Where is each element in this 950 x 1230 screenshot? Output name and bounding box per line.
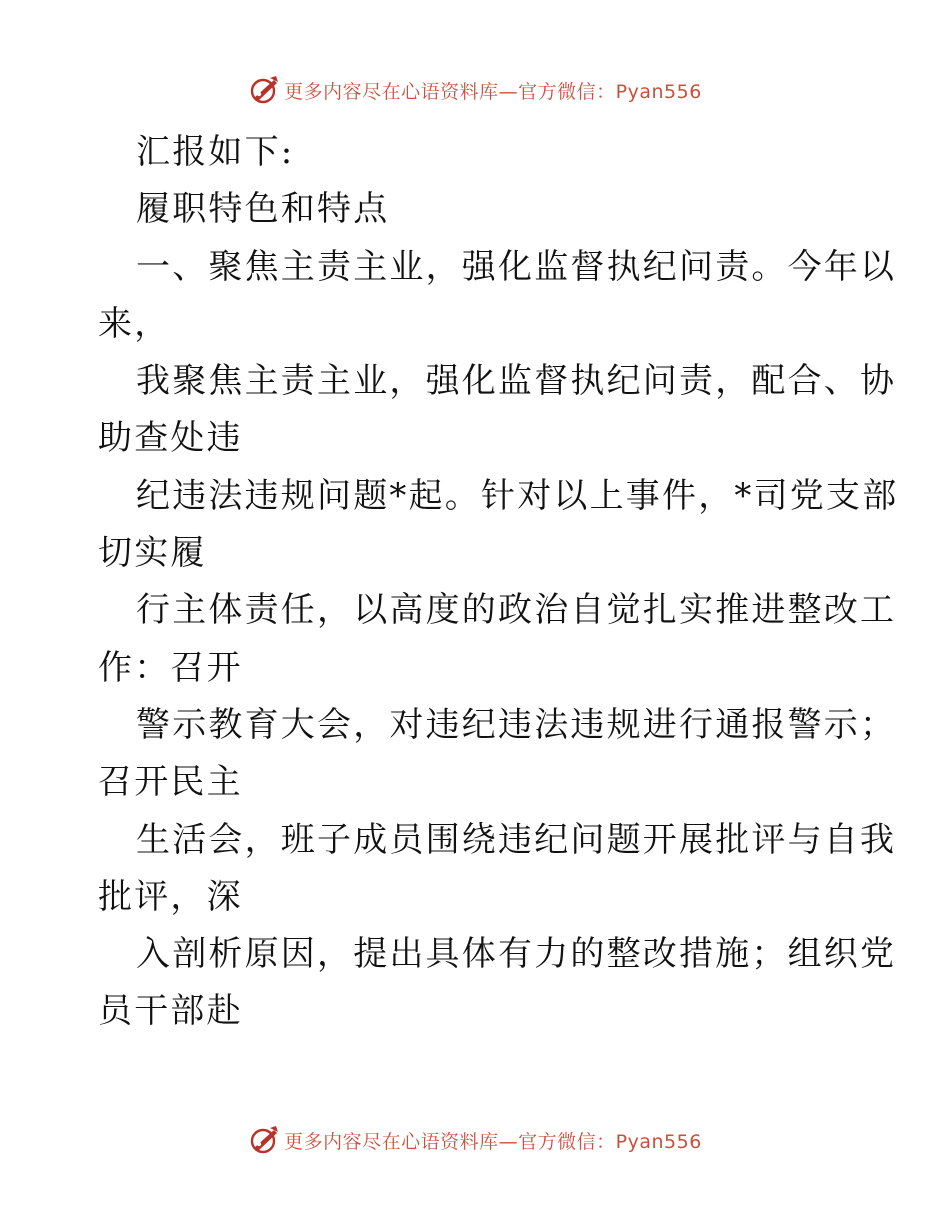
footer-banner-text: 更多内容尽在心语资料库—官方微信：Pyan556 <box>284 1130 702 1153</box>
section-heading: 履职特色和特点 <box>136 189 390 230</box>
paragraph-line: 我聚焦主责主业，强化监督执纪问责，配合、协 <box>136 361 897 402</box>
paragraph-line: 来， <box>98 303 171 344</box>
paragraph-line: 员干部赴 <box>98 991 243 1032</box>
paragraph-line: 助查处违 <box>98 418 243 459</box>
paragraph-line: 入剖析原因，提出具体有力的整改措施；组织党 <box>136 934 897 975</box>
pen-logo-icon <box>248 1124 280 1156</box>
document-body <box>98 124 899 1041</box>
paragraph-line: 召开民主 <box>98 762 243 803</box>
header-banner <box>0 70 950 110</box>
paragraph-line: 警示教育大会，对违纪违法违规进行通报警示； <box>136 704 897 745</box>
paragraph-line: 批评，深 <box>98 876 243 917</box>
paragraph-line: 作：召开 <box>98 647 243 688</box>
paragraph-line: 纪违法违规问题*起。针对以上事件，*司党支部 <box>136 475 899 516</box>
footer-banner <box>0 1120 950 1160</box>
paragraph-line: 切实履 <box>98 533 207 574</box>
pen-logo-icon <box>248 74 280 106</box>
paragraph-line: 汇报如下: <box>136 132 295 172</box>
paragraph-line: 生活会，班子成员围绕违纪问题开展批评与自我 <box>136 819 897 860</box>
header-banner-text: 更多内容尽在心语资料库—官方微信：Pyan556 <box>284 80 702 103</box>
paragraph-line: 一、聚焦主责主业，强化监督执纪问责。今年以 <box>136 246 897 287</box>
paragraph-line: 行主体责任，以高度的政治自觉扎实推进整改工 <box>136 590 897 631</box>
